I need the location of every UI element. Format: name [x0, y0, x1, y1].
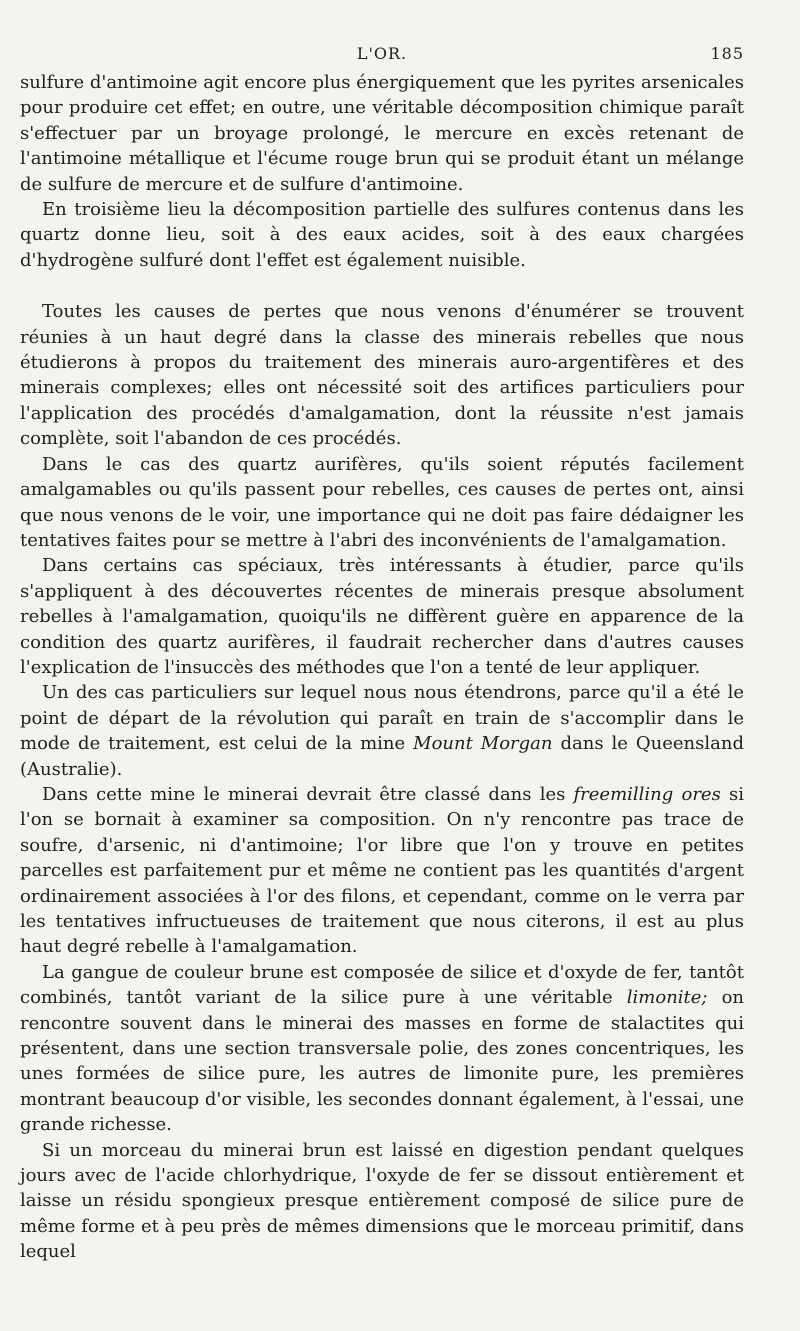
paragraph [20, 960, 744, 1138]
paragraph-text: La gangue de couleur brune est composée de silice et d'oxyde de fer, tantôt combinés, tantôt variant de la silice pure à une véritable [20, 961, 744, 1009]
paragraph-text: on rencontre souvent dans le minerai des masses en forme de stalactites qui présentent, dans une section transversale polie, des zones concentriques, les unes formées de silice pure, les autres de limonite pure, les premières montrant beaucoup d'or visible, les secondes donnant également, à l'essai, une grande richesse. [20, 987, 744, 1136]
body-text [20, 70, 744, 1265]
paragraph [20, 782, 744, 960]
running-title: L'OR. [356, 44, 408, 63]
paragraph [20, 680, 744, 782]
ore-term: freemilling ores [573, 783, 721, 805]
paragraph: Toutes les causes de pertes que nous venons d'énumérer se trouvent réunies à un haut degré dans la classe des minerais rebelles que nous étudierons à propos du traitement des minerais auro-argentifères et des minerais complexes; elles ont nécessité soit des artifices particuliers pour l'application des procédés d'amalgamation, dont la réussite n'est jamais complète, soit l'abandon de ces procédés. [20, 301, 744, 450]
mine-name: Mount Morgan [413, 733, 553, 755]
paragraph: En troisième lieu la décomposition partielle des sulfures contenus dans les quartz donne lieu, soit à des eaux acides, soit à des eaux chargées d'hydrogène sulfuré dont l'effet est également nuisible. [20, 199, 744, 271]
paragraph: Si un morceau du minerai brun est laissé en digestion pendant quelques jours avec de l'acide chlorhydrique, l'oxyde de fer se dissout entièrement et laisse un résidu spongieux presque entièrement composé de silice pure de même forme et à peu près de mêmes dimensions que le morceau primitif, dans lequel [20, 1139, 744, 1263]
paragraph: sulfure d'antimoine agit encore plus énergiquement que les pyrites arsenicales pour produire cet effet; en outre, une véritable décomposition chimique paraît s'effectuer par un broyage prolongé, le mercure en excès retenant de l'antimoine métallique et l'écume rouge brun qui se produit étant un mélange de sulfure de mercure et de sulfure d'antimoine. [20, 72, 744, 195]
paragraph-text: Un des cas particuliers sur lequel nous nous étendrons, parce qu'il a été le point de départ de la révolution qui paraît en train de s'accomplir dans le mode de traitement, est celui de la mine [20, 682, 744, 755]
paragraph: Dans le cas des quartz aurifères, qu'ils soient réputés facilement amalgamables ou qu'ils passent pour rebelles, ces causes de pertes ont, ainsi que nous venons de le voir, une importance qui ne doit pas faire dédaigner les tentatives faites pour se mettre à l'abri des inconvénients de l'amalgamation. [20, 453, 744, 551]
paragraph-text: Dans cette mine le minerai devrait être classé dans les [42, 783, 574, 805]
paragraph: Dans certains cas spéciaux, très intéressants à étudier, parce qu'ils s'appliquent à des découvertes récentes de minerais presque absolument rebelles à l'amalgamation, quoiqu'ils ne diffèrent guère en apparence de la condition des quartz aurifères, il faudrait rechercher dans d'autres causes l'explication de l'insuccès des méthodes que l'on a tenté de leur appliquer. [20, 555, 744, 678]
mineral-term: limonite; [626, 987, 708, 1009]
page-number: 185 [710, 44, 744, 63]
running-header [20, 44, 744, 70]
paragraph-text: si l'on se bornait à examiner sa composition. On n'y rencontre pas trace de soufre, d'arsenic, ni d'antimoine; l'or libre que l'on y trouve en petites parcelles est parfaitement pur et même ne contient pas les quantités d'argent ordinairement associées à l'or des filons, et cependant, comme on le verra par les tentatives infructueuses de traitement que nous citerons, il est au plus haut degré rebelle à l'amalgamation. [20, 783, 744, 958]
paragraph-text: dans le Queensland (Australie). [20, 733, 744, 780]
